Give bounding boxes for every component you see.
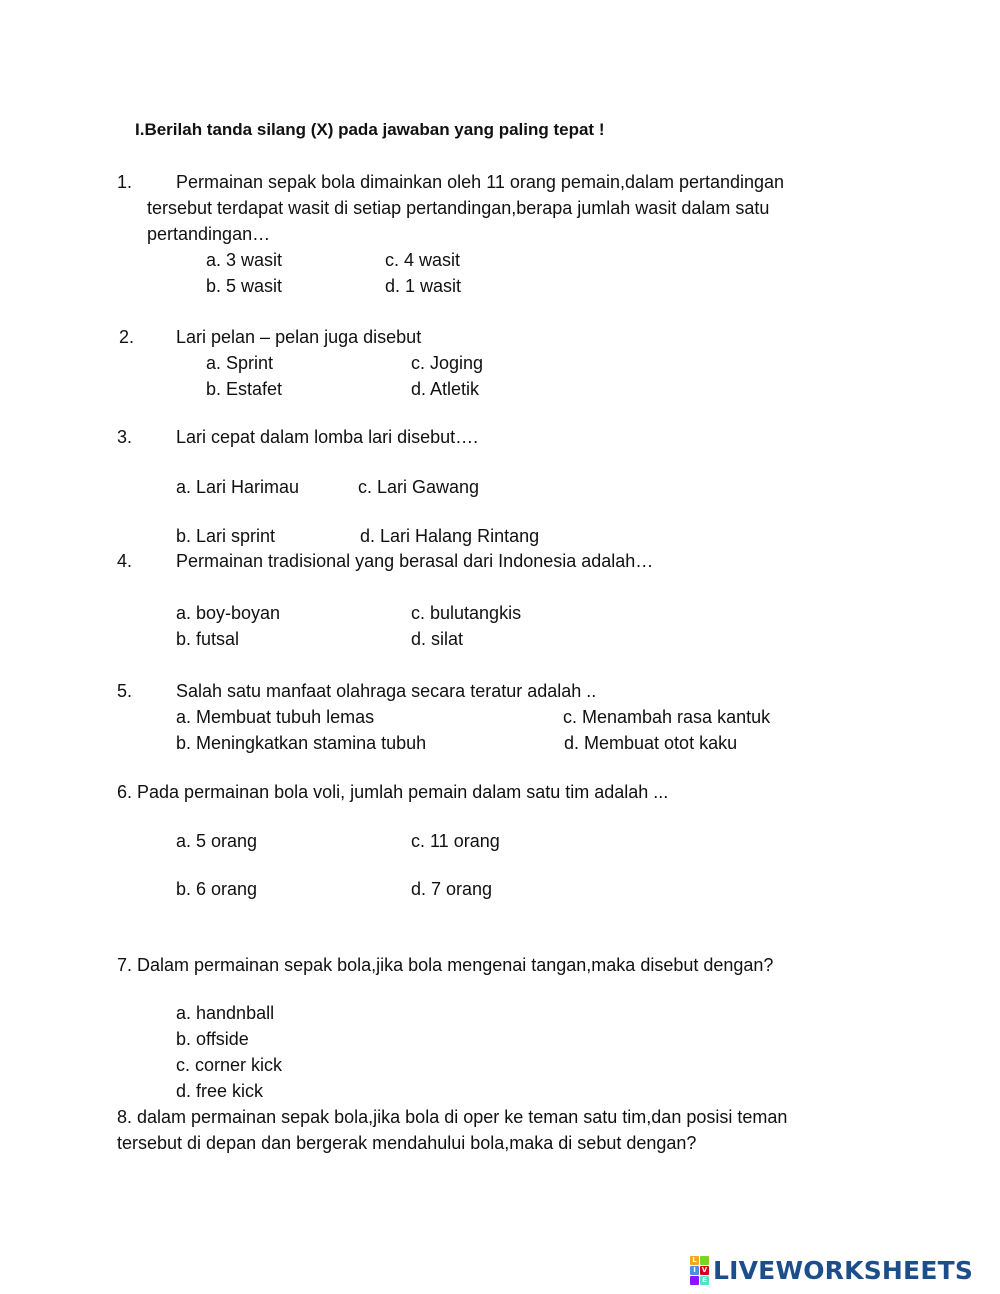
answer-option[interactable]: d. free kick xyxy=(176,1081,264,1101)
answer-option[interactable]: a. Lari Harimau xyxy=(176,477,300,497)
answer-option[interactable]: b. Lari sprint xyxy=(176,526,276,546)
answer-option[interactable]: a. 5 orang xyxy=(176,831,258,851)
answer-option[interactable]: c. 4 wasit xyxy=(385,250,461,270)
question-text: 8. dalam permainan sepak bola,jika bola di oper ke teman satu tim,dan posisi teman xyxy=(117,1107,788,1127)
answer-option[interactable]: d. 7 orang xyxy=(411,879,493,899)
answer-option[interactable]: d. Lari Halang Rintang xyxy=(360,526,540,546)
question-text: pertandingan… xyxy=(147,224,271,244)
answer-option[interactable]: a. Membuat tubuh lemas xyxy=(176,707,375,727)
answer-option[interactable]: d. silat xyxy=(411,629,464,649)
question-text: Lari cepat dalam lomba lari disebut…. xyxy=(176,427,479,447)
answer-option[interactable]: c. corner kick xyxy=(176,1055,283,1075)
logo-square xyxy=(690,1276,699,1285)
answer-option[interactable]: b. futsal xyxy=(176,629,240,649)
question-text: tersebut di depan dan bergerak mendahului bola,maka di sebut dengan? xyxy=(117,1133,697,1153)
question-number: 4. xyxy=(117,551,133,571)
answer-option[interactable]: b. 6 orang xyxy=(176,879,258,899)
logo-square: I xyxy=(690,1266,699,1275)
answer-option[interactable]: a. 3 wasit xyxy=(206,250,283,270)
logo-square: L xyxy=(690,1256,699,1265)
instruction-heading: I.Berilah tanda silang (X) pada jawaban yang paling tepat ! xyxy=(135,120,605,139)
answer-option[interactable]: a. Sprint xyxy=(206,353,274,373)
answer-option[interactable]: a. handnball xyxy=(176,1003,275,1023)
question-text: 6. Pada permainan bola voli, jumlah pemain dalam satu tim adalah ... xyxy=(117,782,669,802)
answer-option[interactable]: b. offside xyxy=(176,1029,249,1049)
answer-option[interactable]: b. Estafet xyxy=(206,379,283,399)
question-text: 7. Dalam permainan sepak bola,jika bola mengenai tangan,maka disebut dengan? xyxy=(117,955,774,975)
answer-option[interactable]: d. Atletik xyxy=(411,379,480,399)
answer-option[interactable]: c. Joging xyxy=(411,353,484,373)
question-text: Lari pelan – pelan juga disebut xyxy=(176,327,422,347)
answer-option[interactable]: c. Menambah rasa kantuk xyxy=(563,707,771,727)
logo-square: V xyxy=(701,1266,708,1274)
answer-option[interactable]: b. Meningkatkan stamina tubuh xyxy=(176,733,427,753)
question-number: 5. xyxy=(117,681,133,701)
question-text: tersebut terdapat wasit di setiap pertandingan,berapa jumlah wasit dalam satu xyxy=(147,198,770,218)
brand-name: LIVEWORKSHEETS xyxy=(713,1255,974,1285)
liveworksheets-logo xyxy=(690,1256,973,1285)
question-number: 3. xyxy=(117,427,133,447)
question-number: 2. xyxy=(119,327,135,347)
question-text: Salah satu manfaat olahraga secara teratur adalah .. xyxy=(176,681,597,701)
logo-square xyxy=(700,1256,709,1265)
answer-option[interactable]: c. Lari Gawang xyxy=(358,477,480,497)
question-text: Permainan tradisional yang berasal dari Indonesia adalah… xyxy=(176,551,654,571)
question-text: Permainan sepak bola dimainkan oleh 11 orang pemain,dalam pertandingan xyxy=(176,172,785,192)
logo-square: E xyxy=(700,1276,709,1285)
liveworksheets-logo-icon xyxy=(690,1256,709,1285)
answer-option[interactable]: d. Membuat otot kaku xyxy=(564,733,738,753)
answer-option[interactable]: d. 1 wasit xyxy=(385,276,462,296)
answer-option[interactable]: c. bulutangkis xyxy=(411,603,522,623)
answer-option[interactable]: a. boy-boyan xyxy=(176,603,281,623)
question-number: 1. xyxy=(117,172,133,192)
answer-option[interactable]: c. 11 orang xyxy=(411,831,500,851)
answer-option[interactable]: b. 5 wasit xyxy=(206,276,283,296)
